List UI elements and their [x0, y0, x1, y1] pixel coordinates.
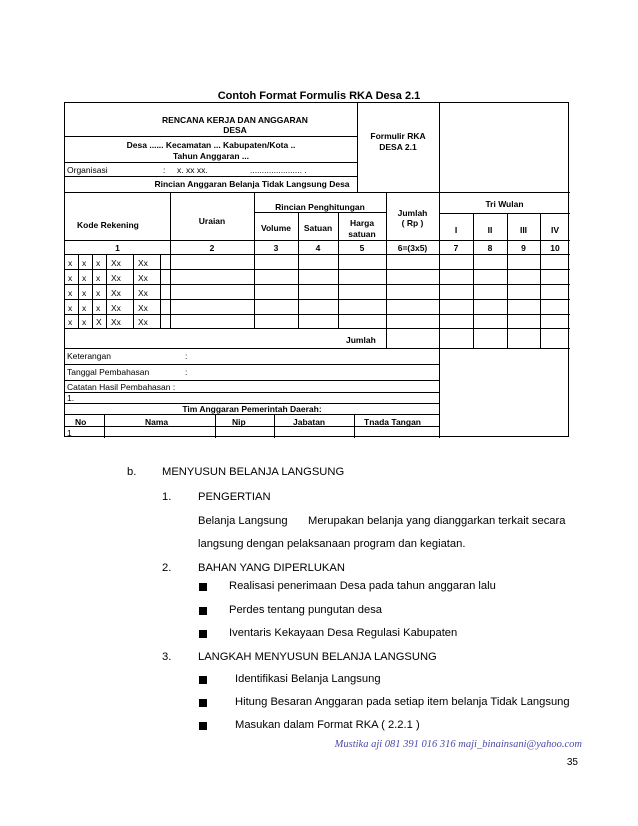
code-cell: X: [96, 317, 102, 327]
col-q1: I: [454, 225, 458, 235]
bullet-square-icon: [199, 699, 207, 707]
code-cell: Xx: [111, 258, 121, 268]
code-cell: x: [82, 317, 87, 327]
col-q4: IV: [550, 225, 560, 235]
item-2-number: 2.: [162, 562, 172, 574]
code-cell: Xx: [138, 273, 148, 283]
code-cell: x: [68, 258, 73, 268]
num-4: 4: [315, 243, 321, 253]
bullet-square-icon: [199, 583, 207, 591]
code-cell: Xx: [138, 258, 148, 268]
bullet-square-icon: [199, 722, 207, 730]
col-harga-1: Harga: [349, 218, 375, 228]
organisasi-dots: ...................... .: [250, 165, 307, 175]
section-b-title: MENYUSUN BELANJA LANGSUNG: [162, 466, 345, 478]
item-2-heading: BAHAN YANG DIPERLUKAN: [198, 562, 345, 574]
section-b-letter: b.: [127, 466, 137, 478]
tim-col-nama: Nama: [145, 417, 169, 427]
item-3-bullet-3: Masukan dalam Format RKA ( 2.2.1 ): [235, 719, 420, 731]
col-rincian: Rincian Penghitungan: [275, 202, 365, 212]
bullet-square-icon: [199, 607, 207, 615]
num-10: 10: [550, 243, 560, 253]
rka-form-table: [64, 102, 569, 437]
num-6: 6=(3x5): [397, 243, 428, 253]
catatan-label: Catatan Hasil Pembahasan :: [67, 382, 176, 392]
keterangan-colon: :: [185, 351, 188, 361]
header-line-2: DESA: [223, 125, 247, 135]
code-cell: x: [96, 273, 101, 283]
col-harga-2: satuan: [348, 229, 376, 239]
num-9: 9: [521, 243, 526, 253]
col-q3: III: [519, 225, 528, 235]
keterangan-label: Keterangan: [67, 351, 111, 361]
organisasi-colon: :: [163, 165, 166, 175]
page-number: 35: [566, 757, 578, 768]
tim-title: Tim Anggaran Pemerintah Daerah:: [182, 404, 322, 414]
num-5: 5: [359, 243, 365, 253]
num-8: 8: [487, 243, 493, 253]
form-title: Contoh Format Formulis RKA Desa 2.1: [217, 90, 421, 102]
code-cell: x: [96, 303, 101, 313]
col-kode-rekening: Kode Rekening: [77, 220, 139, 230]
code-cell: Xx: [138, 317, 148, 327]
item-1-para-b: Merupakan belanja yang dianggarkan terkait secara: [308, 515, 566, 527]
item-2-bullet-3: Iventaris Kekayaan Desa Regulasi Kabupaten: [229, 627, 458, 639]
code-cell: x: [68, 303, 73, 313]
code-cell: Xx: [138, 288, 148, 298]
header-line-3: Desa ...... Kecamatan ... Kabupaten/Kota ..: [126, 140, 296, 150]
code-cell: Xx: [111, 273, 121, 283]
item-2-bullet-2: Perdes tentang pungutan desa: [229, 604, 383, 616]
tim-col-jabatan: Jabatan: [293, 417, 326, 427]
code-cell: x: [82, 273, 87, 283]
item-1-para-line2: langsung dengan pelaksanaan program dan kegiatan.: [198, 538, 466, 550]
code-cell: x: [82, 303, 87, 313]
code-cell: Xx: [111, 303, 121, 313]
item-3-number: 3.: [162, 651, 172, 663]
header-line-4: Tahun Anggaran ...: [172, 151, 250, 161]
item-3-bullet-2: Hitung Besaran Anggaran pada setiap item belanja Tidak Langsung: [235, 696, 570, 708]
col-volume: Volume: [260, 223, 292, 233]
item-1-para-a: Belanja Langsung: [198, 515, 288, 527]
item-2-bullet-1: Realisasi penerimaan Desa pada tahun anggaran lalu: [229, 580, 496, 592]
item-1-heading: PENGERTIAN: [198, 491, 271, 503]
bullet-square-icon: [199, 630, 207, 638]
bullet-square-icon: [199, 676, 207, 684]
tim-col-tanda-tangan: Tnada Tangan: [364, 417, 421, 427]
code-cell: x: [96, 288, 101, 298]
organisasi-code: x. xx xx.: [177, 165, 208, 175]
code-cell: x: [68, 273, 73, 283]
item-3-heading: LANGKAH MENYUSUN BELANJA LANGSUNG: [198, 651, 437, 663]
num-1: 1: [115, 243, 120, 253]
tanggal-label: Tanggal Pembahasan: [67, 367, 150, 377]
formulir-line-1: Formulir RKA: [370, 131, 426, 141]
tim-col-nip: Nip: [232, 417, 246, 427]
catatan-item: 1.: [67, 393, 75, 403]
num-2: 2: [209, 243, 215, 253]
organisasi-label: Organisasi: [67, 165, 108, 175]
jumlah-total-label: Jumlah: [346, 335, 376, 345]
col-jumlah-2: ( Rp ): [401, 218, 424, 228]
col-q2: II: [487, 225, 493, 235]
code-cell: x: [68, 317, 73, 327]
num-7: 7: [453, 243, 459, 253]
item-1-number: 1.: [162, 491, 172, 503]
section-title: Rincian Anggaran Belanja Tidak Langsung Desa: [154, 179, 350, 189]
code-cell: x: [96, 258, 101, 268]
col-uraian: Uraian: [198, 216, 226, 226]
code-cell: Xx: [111, 288, 121, 298]
col-tri-wulan: Tri Wulan: [485, 199, 524, 209]
code-cell: Xx: [138, 303, 148, 313]
code-cell: x: [82, 258, 87, 268]
col-jumlah-1: Jumlah: [397, 208, 428, 218]
tim-col-no: No: [75, 417, 87, 427]
footer-credit: Mustika aji 081 391 016 316 maji_binainsani@yahoo.com: [334, 739, 582, 750]
formulir-line-2: DESA 2.1: [379, 142, 417, 152]
num-3: 3: [273, 243, 279, 253]
tanggal-colon: :: [185, 367, 188, 377]
code-cell: x: [68, 288, 73, 298]
col-satuan: Satuan: [303, 223, 333, 233]
code-cell: x: [82, 288, 87, 298]
header-line-1: RENCANA KERJA DAN ANGGARAN: [162, 115, 308, 125]
item-3-bullet-1: Identifikasi Belanja Langsung: [235, 673, 381, 685]
code-cell: Xx: [111, 317, 121, 327]
tim-row-no: 1: [67, 428, 72, 438]
